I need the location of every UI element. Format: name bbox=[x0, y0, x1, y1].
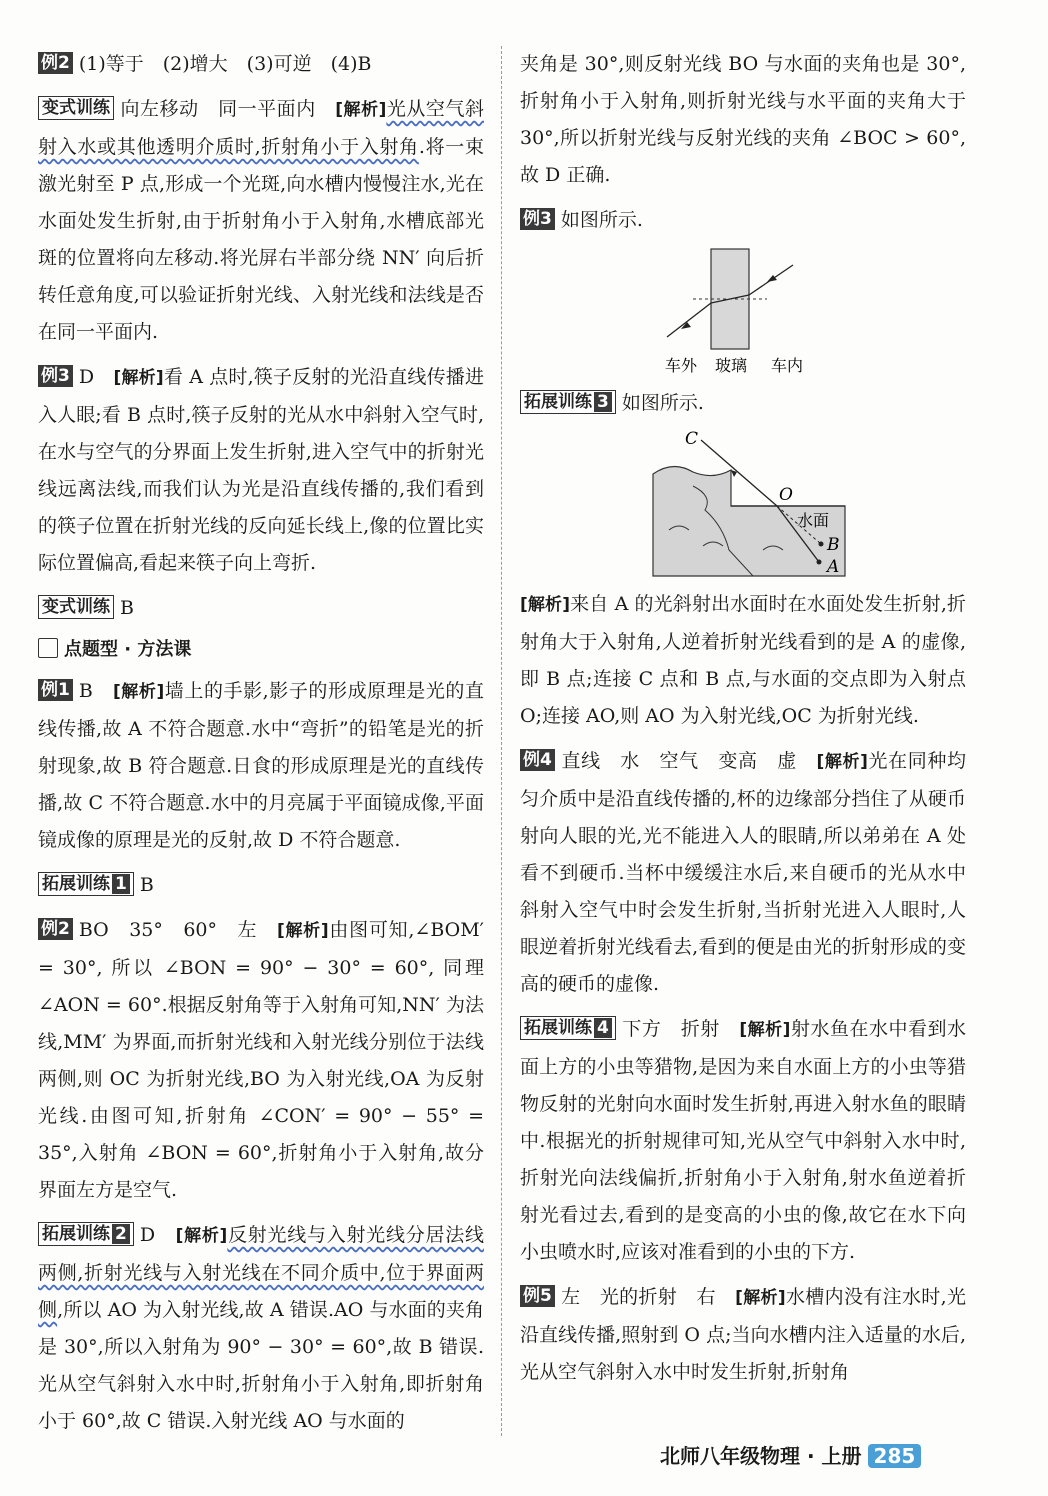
label-c: C bbox=[685, 430, 699, 449]
continued-block bbox=[520, 46, 966, 194]
extension-training-2-block bbox=[38, 1217, 484, 1440]
variant-training-block bbox=[38, 91, 484, 351]
answer-text: BO 35° 60° 左 bbox=[78, 919, 258, 941]
tag-label: 拓展训练 4 bbox=[520, 1016, 616, 1040]
book-title: 北师八年级物理 · 上册 bbox=[660, 1444, 862, 1468]
extension-training-4-block bbox=[520, 1011, 966, 1271]
tag-label: 例5 bbox=[520, 1285, 555, 1307]
tag-label: 例1 bbox=[38, 679, 73, 701]
extension-training-1-block bbox=[38, 867, 484, 904]
analysis-text: 水槽内没有注水时,光沿直线传播,照射到 O 点;当向水槽内注入适量的水后,光从空气斜射入水中时发生折射,折射角 bbox=[520, 1286, 966, 1383]
analysis-text: 光在同种均匀介质中是沿直线传播的,杯的边缘部分挡住了从硬币射向人眼的光,光不能进入人的眼睛,所以弟弟在 A 处看不到硬币.当杯中缓缓注水后,来自硬币的光从水中斜射入空气中时会发生折射,当折射光进入人眼时,人眼逆着折射光线看去,看到的便是由光的折射形成的变高的硬币的虚像. bbox=[520, 750, 966, 995]
analysis-label: [解析] bbox=[276, 921, 329, 941]
example-3-block bbox=[38, 359, 484, 582]
analysis-label: [解析] bbox=[520, 595, 570, 615]
tag-label: 例3 bbox=[520, 208, 555, 230]
book-icon bbox=[38, 638, 58, 658]
tag-label: 例2 bbox=[38, 52, 73, 74]
analysis-label: [解析] bbox=[112, 682, 165, 702]
page-footer bbox=[660, 1440, 921, 1469]
example-5-block bbox=[520, 1279, 966, 1391]
point-a bbox=[817, 560, 822, 565]
tag-label: 拓展训练 1 bbox=[38, 872, 134, 896]
page-number: 285 bbox=[868, 1444, 922, 1468]
analysis-label: [解析] bbox=[335, 100, 387, 120]
label-a: A bbox=[827, 557, 840, 577]
label-o: O bbox=[779, 485, 793, 505]
variant-training-block bbox=[38, 590, 484, 627]
right-column bbox=[520, 46, 966, 1399]
tag-label: 变式训练 bbox=[38, 595, 114, 619]
analysis-label: [解析] bbox=[735, 1288, 786, 1308]
section-title: 点题型 · 方法课 bbox=[64, 639, 192, 660]
answer-text: 直线 水 空气 变高 虚 bbox=[560, 750, 797, 772]
emergent-ray bbox=[667, 303, 711, 337]
analysis-label: [解析] bbox=[175, 1226, 228, 1246]
answer-text: 向左移动 同一平面内 bbox=[120, 98, 316, 120]
fig-label-inside: 车内 bbox=[771, 356, 804, 375]
tag-label: 例2 bbox=[38, 918, 73, 940]
water-refraction-figure bbox=[633, 430, 853, 580]
tag-label: 拓展训练 3 bbox=[520, 390, 616, 414]
answer-text: B bbox=[78, 680, 93, 702]
answer-text: (1)等于 (2)增大 (3)可逆 (4)B bbox=[78, 53, 372, 75]
example-1-block bbox=[38, 673, 484, 859]
answer-text: 如图所示. bbox=[560, 209, 643, 231]
tag-label: 例4 bbox=[520, 749, 555, 771]
point-b bbox=[819, 542, 824, 547]
analysis-text: .将一束激光射至 P 点,形成一个光斑,向水槽内慢慢注水,光在水面处发生折射,由于折射角小于入射角,水槽底部光斑的位置将向左移动.将光屏右半部分绕 NN′ 向后折转任意角度,可以验证折射光线、入射光线和法线是否在同一平面内. bbox=[38, 136, 484, 343]
analysis-text: 由图可知,∠BOM′ = 30°, 所以 ∠BON = 90° − 30° = 60°, 同理 ∠AON = 60°.根据反射角等于入射角可知,NN′ 为法线,MM′ 为界面,而折射光线和入射光线分别位于法线两侧,则 OC 为折射光线,BO 为入射光线,OA 为反射光线.由图可知,折射角 ∠CON′ = 90° − 55° = 35°,入射角 ∠BON = 60°,折射角小于入射角,故分界面左方是空气. bbox=[38, 919, 484, 1201]
answer-text: B bbox=[120, 597, 134, 619]
analysis-text: 墙上的手影,影子的形成原理是光的直线传播,故 A 不符合题意.水中“弯折”的铅笔是光的折射现象,故 B 符合题意.日食的形成原理是光的直线传播,故 C 不符合题意.水中的月亮属于平面镜成像,平面镜成像的原理是光的反射,故 D 不符合题意. bbox=[38, 680, 484, 851]
underlined-text: 反射光线与入射光线分居法线两侧,折射光线与入射光线在不同介质中,位于界面两侧 bbox=[38, 1224, 484, 1321]
answer-text: D bbox=[78, 366, 95, 388]
analysis-label: [解析] bbox=[113, 368, 164, 388]
analysis-text: ,所以 AO 为入射光线,故 A 错误.AO 与水面的夹角是 30°,所以入射角为 90° − 30° = 60°,故 B 错误.光从空气斜射入水中时,折射角小于入射角,即折射角小于 60°,故 C 错误.入射光线 AO 与水面的 bbox=[38, 1299, 484, 1432]
column-divider bbox=[501, 46, 502, 1436]
underlined-text: 光从空气斜射入水或其他透明介质时,折射角小于入射角 bbox=[38, 98, 484, 158]
answer-text: D bbox=[139, 1224, 156, 1246]
arrow-icon bbox=[767, 275, 777, 282]
analysis-text: 夹角是 30°,则反射光线 BO 与水面的夹角也是 30°,折射角小于入射角,则折射光线与水平面的夹角大于 30°,所以折射光线与反射光线的夹角 ∠BOC > 60°,故 D 正确. bbox=[520, 53, 966, 186]
example-4-block bbox=[520, 743, 966, 1003]
analysis-label: [解析] bbox=[816, 752, 868, 772]
left-column bbox=[38, 46, 484, 1448]
example-2-block bbox=[38, 46, 484, 83]
answer-text: 左 光的折射 右 bbox=[560, 1286, 716, 1308]
glass-refraction-figure bbox=[643, 247, 843, 379]
section-heading bbox=[38, 635, 484, 665]
analysis-text: 看 A 点时,筷子反射的光沿直线传播进入人眼;看 B 点时,筷子反射的光从水中斜射入空气时,在水与空气的分界面上发生折射,进入空气中的折射光线远离法线,而我们认为光是沿直线传播的,我们看到的筷子位置在折射光线的反向延长线上,像的位置比实际位置偏高,看起来筷子向上弯折. bbox=[38, 366, 484, 574]
label-b: B bbox=[827, 535, 840, 555]
analysis-text: 来自 A 的光斜射出水面时在水面处发生折射,折射角大于入射角,人逆着折射光线看到的是 A 的虚像,即 B 点;连接 C 点和 B 点,与水面的交点即为入射点 O;连接 AO,则 AO 为入射光线,OC 为折射光线. bbox=[520, 593, 967, 727]
answer-text: 如图所示. bbox=[621, 392, 704, 414]
label-water-surface: 水面 bbox=[797, 511, 830, 530]
answer-text: B bbox=[139, 874, 154, 896]
fig-label-outside: 车外 bbox=[665, 356, 698, 375]
tag-label: 拓展训练 2 bbox=[38, 1222, 134, 1246]
analysis-block bbox=[520, 586, 966, 735]
tag-label: 变式训练 bbox=[38, 96, 114, 120]
analysis-text: 射水鱼在水中看到水面上方的小虫等猎物,是因为来自水面上方的小虫等猎物反射的光射向水面时发生折射,再进入射水鱼的眼睛中.根据光的折射规律可知,光从空气中斜射入水中时,折射光向法线偏折,折射角小于入射角,射水鱼逆着折射光看过去,看到的是变高的小虫的像,故它在水下向小虫喷水时,应该对准看到的小虫的下方. bbox=[520, 1018, 966, 1263]
fig-label-glass: 玻璃 bbox=[715, 356, 748, 375]
answer-text: 下方 折射 bbox=[621, 1018, 720, 1040]
analysis-label: [解析] bbox=[739, 1020, 791, 1040]
example-3-answer-block bbox=[520, 202, 966, 239]
tag-label: 例3 bbox=[38, 365, 73, 387]
extension-training-3-block bbox=[520, 385, 966, 422]
example-2b-block bbox=[38, 912, 484, 1209]
